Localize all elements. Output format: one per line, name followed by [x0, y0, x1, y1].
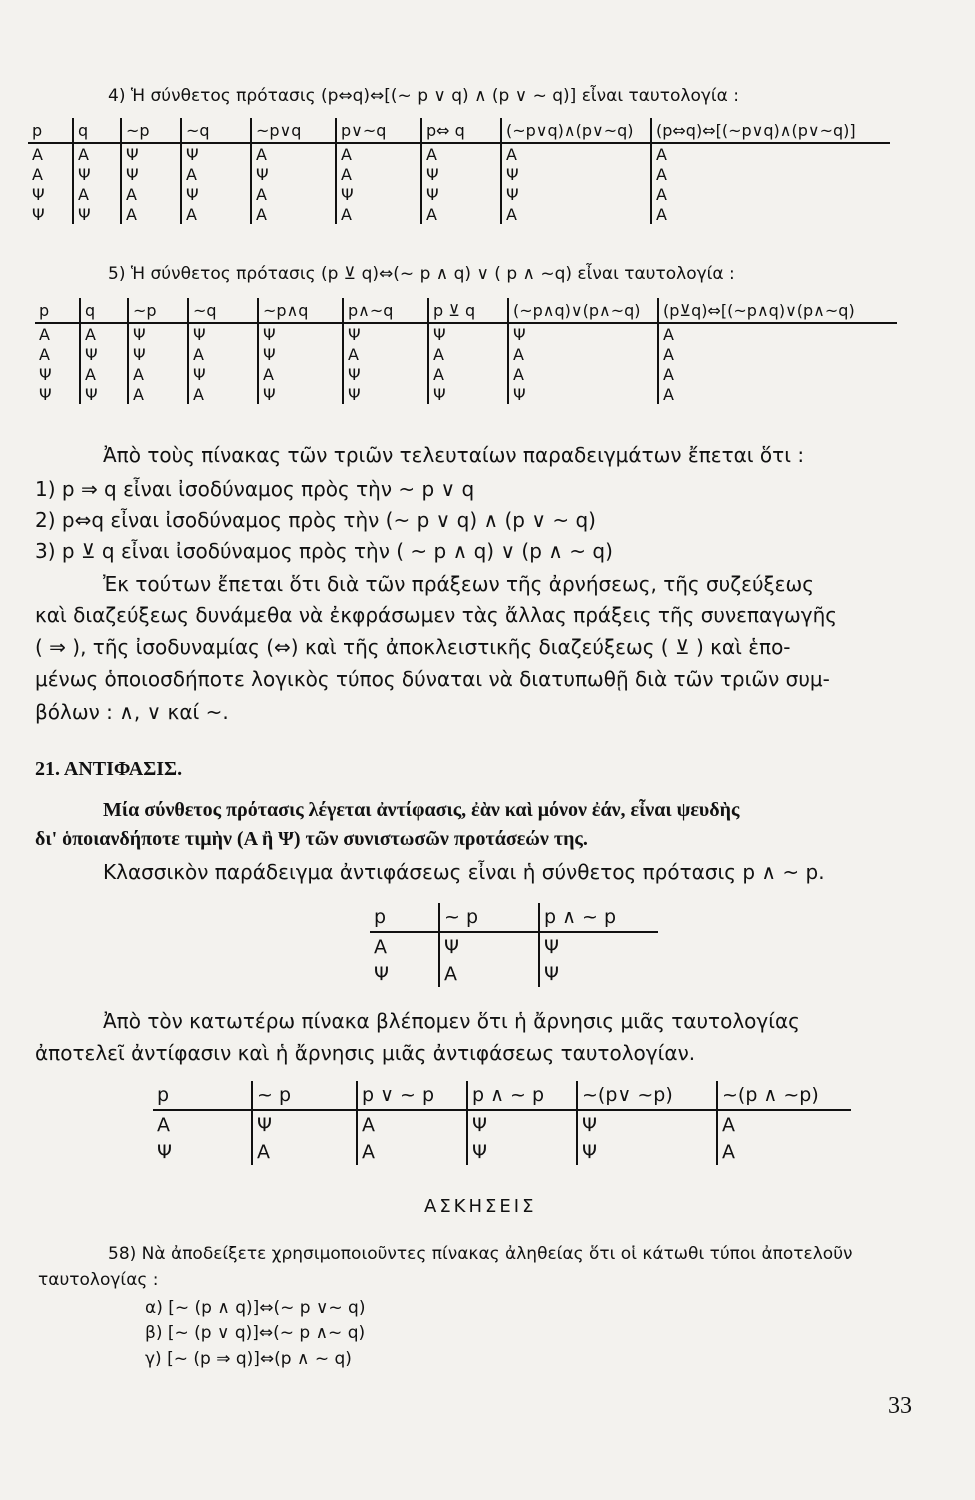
table-cell: Α — [357, 1138, 467, 1165]
table-cell: Ψ — [539, 932, 658, 960]
table-cell: Ψ — [181, 143, 251, 164]
table-cell: Α — [717, 1138, 851, 1165]
section-title: 21. ΑΝΤΙΦΑΣΙΣ. — [35, 758, 183, 780]
classic-example: Κλασσικὸν παράδειγμα ἀντιφάσεως εἶναι ἡ σύνθετος πρότασις p ∧ ~ p. — [103, 860, 825, 884]
paragraph-line-5: βόλων : ∧, ∨ καί ~. — [35, 700, 229, 724]
exercise-58-b: β) [~ (p ∨ q)]⇔(~ p ∧~ q) — [145, 1323, 366, 1343]
text2-line-1: Ἀπὸ τὸν κατωτέρω πίνακα βλέπομεν ὅτι ἡ ἄρνησις μιᾶς ταυτολογίας — [103, 1009, 800, 1033]
table-cell: Α — [73, 184, 121, 204]
table-header-row — [28, 118, 890, 143]
table-row — [370, 932, 658, 960]
table-cell: Ψ — [121, 164, 181, 184]
table-cell: Α — [421, 204, 501, 224]
table-cell: Ψ — [501, 164, 651, 184]
column-header: p ⊻ q — [428, 298, 508, 323]
table-cell: Α — [651, 204, 890, 224]
table-cell: Α — [658, 344, 897, 364]
table-row — [28, 184, 890, 204]
table-cell: Α — [336, 204, 421, 224]
table-cell: Α — [80, 364, 128, 384]
table-cell: Ψ — [577, 1138, 717, 1165]
table-cell: Α — [508, 344, 658, 364]
column-header: ~(p∨ ~p) — [577, 1081, 717, 1110]
table-cell: Ψ — [252, 1110, 357, 1138]
text2-line-2: ἀποτελεῖ ἀντίφασιν καὶ ἡ ἄρνησις μιᾶς ἀντιφάσεως ταυτολογίαν. — [35, 1041, 696, 1065]
truth-table-ex4 — [28, 118, 890, 224]
paragraph-line-3: ( ⇒ ), τῆς ἰσοδυναμίας (⇔) καὶ τῆς ἀποκλειστικῆς διαζεύξεως ( ⊻ ) καὶ ἑπο- — [35, 635, 791, 659]
table-cell: Ψ — [128, 344, 188, 364]
table-cell: Ψ — [80, 344, 128, 364]
table-cell: Ψ — [508, 384, 658, 404]
negation-table — [153, 1081, 851, 1165]
table-cell: Ψ — [39, 364, 52, 384]
column-header: p∨~q — [336, 118, 421, 143]
table-cell: Ψ — [258, 384, 343, 404]
table-cell: Ψ — [421, 184, 501, 204]
definition-line-2: δι' ὁποιανδήποτε τιμὴν (Α ἢ Ψ) τῶν συνιστωσῶν προτάσεών της. — [35, 828, 588, 850]
table-cell: Ψ — [181, 184, 251, 204]
column-header: ~(p ∧ ~p) — [717, 1081, 851, 1110]
table-cell: Α — [188, 384, 258, 404]
table-row — [370, 960, 658, 987]
table-row — [35, 384, 897, 404]
table-cell: Α — [428, 364, 508, 384]
table-cell: Ψ — [539, 960, 658, 987]
column-header: ~q — [181, 118, 251, 143]
table-cell: Ψ — [467, 1110, 577, 1138]
exercise-58-c: γ) [~ (p ⇒ q)]⇔(p ∧ ~ q) — [145, 1349, 352, 1369]
table-cell: Α — [336, 143, 421, 164]
table-cell: Α — [658, 323, 897, 344]
table-header-row — [153, 1081, 851, 1110]
table-cell: Α — [357, 1110, 467, 1138]
column-header: (p⇔q)⇔[(~p∨q)∧(p∨~q)] — [651, 118, 890, 143]
column-header: p∧~q — [343, 298, 428, 323]
table-cell: Α — [439, 960, 539, 987]
table-cell: Ψ — [467, 1138, 577, 1165]
column-header: p ∧ ~ p — [539, 903, 658, 932]
column-header: (~p∨q)∧(p∨~q) — [501, 118, 651, 143]
equivalence-3: 3) p ⊻ q εἶναι ἰσοδύναμος πρὸς τὴν ( ~ p ∧ q) ∨ (p ∧ ~ q) — [35, 539, 613, 563]
table-cell: Α — [717, 1110, 851, 1138]
page-number: 33 — [888, 1393, 912, 1419]
column-header: ~p∨q — [251, 118, 336, 143]
paragraph-line-4: μένως ὁποιοσδήποτε λογικὸς τύπος δύναται νὰ διατυπωθῇ διὰ τῶν τριῶν συμ- — [35, 667, 830, 691]
exercise-58-line-1: 58) Νὰ ἀποδείξετε χρησιμοποιοῦντες πίνακας ἀληθείας ὅτι οἱ κάτωθι τύποι ἀποτελοῦν — [108, 1244, 853, 1264]
column-header: ~q — [188, 298, 258, 323]
table-cell: Α — [32, 164, 43, 184]
table-cell: Ψ — [343, 364, 428, 384]
table-row — [28, 143, 890, 164]
table-cell: Α — [501, 143, 651, 164]
table-cell: Α — [39, 344, 50, 364]
table-cell: Ψ — [428, 323, 508, 344]
table-cell: Α — [421, 143, 501, 164]
column-header: p — [35, 298, 80, 323]
table-cell: Ψ — [258, 344, 343, 364]
table-cell: Α — [501, 204, 651, 224]
column-header: p⇔ q — [421, 118, 501, 143]
paragraph-line-2: καὶ διαζεύξεως δυνάμεθα νὰ ἐκφράσωμεν τὰς ἄλλας πράξεις τῆς συνεπαγωγῆς — [35, 603, 838, 627]
column-header: p ∨ ~ p — [357, 1081, 467, 1110]
paragraph-line-1: Ἐκ τούτων ἔπεται ὅτι διὰ τῶν πράξεων τῆς ἀρνήσεως, τῆς συζεύξεως — [103, 572, 814, 596]
table-cell: Α — [252, 1138, 357, 1165]
exercise-58-line-2: ταυτολογίας : — [38, 1270, 159, 1290]
column-header: ~p — [121, 118, 181, 143]
column-header: q — [80, 298, 128, 323]
table-header-row — [370, 903, 658, 932]
table-cell: Ψ — [32, 184, 45, 204]
table-cell: Α — [428, 344, 508, 364]
table-cell: Α — [251, 204, 336, 224]
column-header: (p⊻q)⇔[(~p∧q)∨(p∧~q) — [658, 298, 897, 323]
table-row — [28, 164, 890, 184]
table-cell: Ψ — [258, 323, 343, 344]
example-4-heading: 4) Ἡ σύνθετος πρότασις (p⇔q)⇔[(~ p ∨ q) ∧ (p ∨ ~ q)] εἶναι ταυτολογία : — [108, 86, 740, 106]
table-row — [35, 364, 897, 384]
table-cell: Ψ — [508, 323, 658, 344]
table-cell: Α — [181, 204, 251, 224]
table-cell: Ψ — [157, 1140, 172, 1163]
table-cell: Ψ — [421, 164, 501, 184]
definition-line-1: Μία σύνθετος πρότασις λέγεται ἀντίφασις, ἐὰν καὶ μόνον ἐάν, εἶναι ψευδὴς — [103, 799, 740, 821]
column-header: p — [153, 1081, 252, 1110]
column-header: ~p∧q — [258, 298, 343, 323]
table-cell: Α — [658, 364, 897, 384]
table-cell: Α — [251, 184, 336, 204]
table-row — [35, 344, 897, 364]
column-header: q — [73, 118, 121, 143]
table-cell: Ψ — [251, 164, 336, 184]
table-cell: Ψ — [121, 143, 181, 164]
table-cell: Α — [181, 164, 251, 184]
column-header: ~ p — [252, 1081, 357, 1110]
table-cell: Ψ — [128, 323, 188, 344]
table-cell: Ψ — [428, 384, 508, 404]
column-header: (~p∧q)∨(p∧~q) — [508, 298, 658, 323]
table-cell: Ψ — [577, 1110, 717, 1138]
table-cell: Ψ — [439, 932, 539, 960]
table-cell: Α — [336, 164, 421, 184]
table-cell: Α — [374, 935, 387, 958]
table-cell: Α — [651, 143, 890, 164]
table-cell: Α — [651, 184, 890, 204]
exercise-58-a: α) [~ (p ∧ q)]⇔(~ p ∨~ q) — [145, 1298, 366, 1318]
table-row — [153, 1110, 851, 1138]
table-cell: Α — [121, 184, 181, 204]
column-header: p — [28, 118, 73, 143]
example-5-heading: 5) Ἡ σύνθετος πρότασις (p ⊻ q)⇔(~ p ∧ q) ∨ ( p ∧ ~q) εἶναι ταυτολογία : — [108, 264, 735, 284]
table-cell: Α — [121, 204, 181, 224]
table-cell: Ψ — [73, 164, 121, 184]
table-cell: Α — [128, 364, 188, 384]
table-cell: Α — [73, 143, 121, 164]
table-cell: Ψ — [374, 962, 389, 985]
table-cell: Ψ — [343, 384, 428, 404]
table-cell: Α — [157, 1113, 170, 1136]
table-cell: Α — [128, 384, 188, 404]
table-cell: Α — [508, 364, 658, 384]
table-cell: Α — [32, 144, 43, 164]
table-row — [28, 204, 890, 224]
equivalence-2: 2) p⇔q εἶναι ἰσοδύναμος πρὸς τὴν (~ p ∨ q) ∧ (p ∨ ~ q) — [35, 508, 596, 532]
table-cell: Α — [258, 364, 343, 384]
table-cell: Ψ — [39, 384, 52, 404]
equivalence-1: 1) p ⇒ q εἶναι ἰσοδύναμος πρὸς τὴν ~ p ∨ q — [35, 477, 475, 501]
table-header-row — [35, 298, 897, 323]
table-cell: Ψ — [32, 204, 45, 224]
table-cell: Ψ — [501, 184, 651, 204]
table-cell: Ψ — [336, 184, 421, 204]
column-header: p — [370, 903, 439, 932]
table-row — [35, 323, 897, 344]
exercises-title: ΑΣΚΗΣΕΙΣ — [424, 1196, 537, 1217]
contradiction-table — [370, 903, 658, 987]
table-cell: Ψ — [188, 323, 258, 344]
table-cell: Α — [39, 324, 50, 344]
table-cell: Α — [651, 164, 890, 184]
table-cell: Α — [80, 323, 128, 344]
table-cell: Ψ — [80, 384, 128, 404]
table-cell: Ψ — [343, 323, 428, 344]
column-header: ~ p — [439, 903, 539, 932]
table-cell: Ψ — [188, 364, 258, 384]
column-header: p ∧ ~ p — [467, 1081, 577, 1110]
column-header: ~p — [128, 298, 188, 323]
table-cell: Α — [251, 143, 336, 164]
table-cell: Α — [188, 344, 258, 364]
table-row — [153, 1138, 851, 1165]
table-cell: Α — [658, 384, 897, 404]
table-cell: Α — [343, 344, 428, 364]
truth-table-ex5 — [35, 298, 897, 404]
table-cell: Ψ — [73, 204, 121, 224]
conclusion-intro: Ἀπὸ τοὺς πίνακας τῶν τριῶν τελευταίων παραδειγμάτων ἔπεται ὅτι : — [103, 443, 805, 467]
